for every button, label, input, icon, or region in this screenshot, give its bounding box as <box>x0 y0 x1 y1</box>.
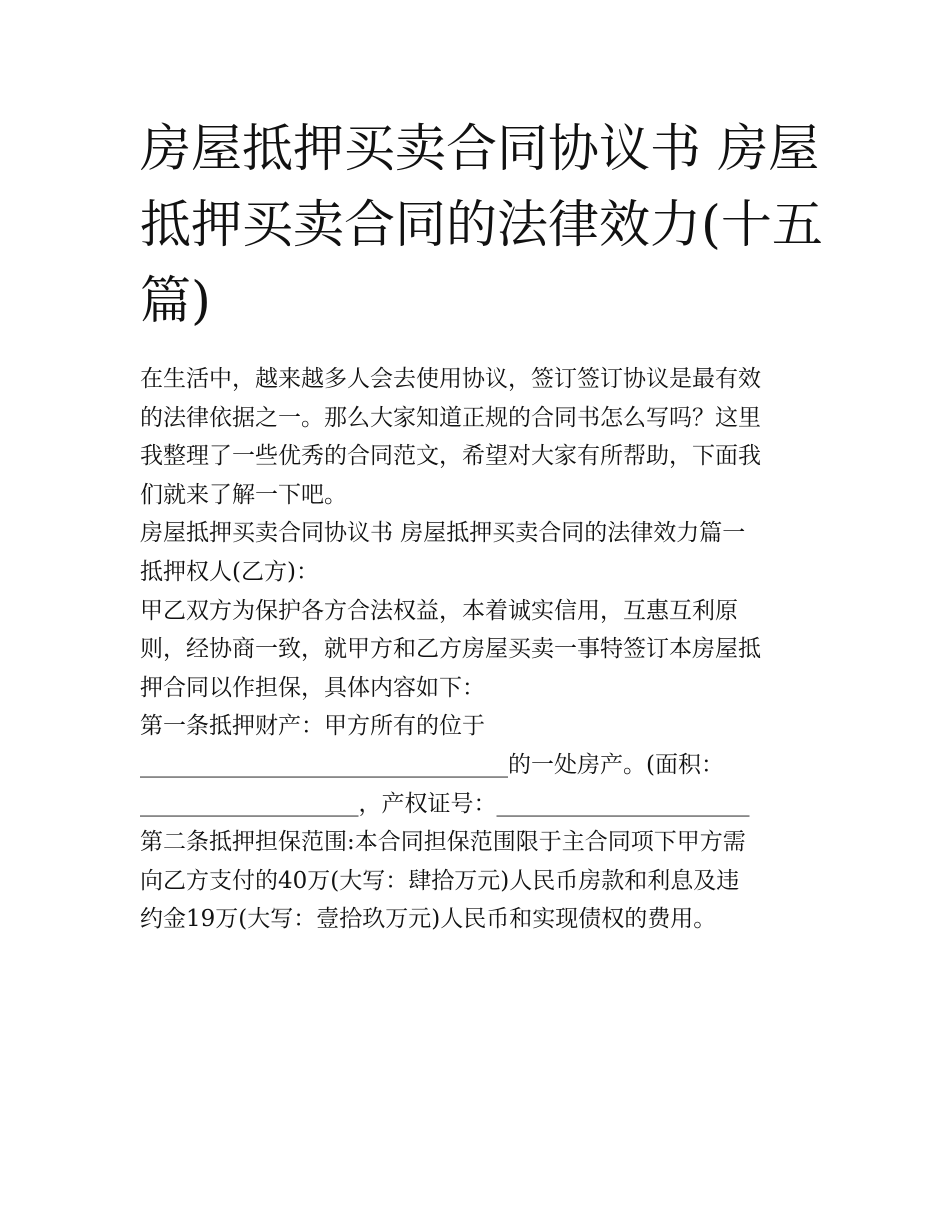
fill-in-blank-line: ___________________，产权证号：______________________ <box>140 790 750 817</box>
body-line: 押合同以作担保，具体内容如下： <box>140 674 485 701</box>
body-line: 们就来了解一下吧。 <box>140 481 347 508</box>
body-line: 甲乙双方为保护各方合法权益，本着诚实信用，互惠互利原 <box>140 597 738 624</box>
body-line: 的法律依据之一。那么大家知道正规的合同书怎么写吗？这里 <box>140 404 761 431</box>
body-line: 则，经协商一致，就甲方和乙方房屋买卖一事特签订本房屋抵 <box>140 636 761 663</box>
title-line: 抵押买卖合同的法律效力(十五 <box>140 196 823 255</box>
document-body <box>140 360 820 939</box>
section-heading-line: 房屋抵押买卖合同协议书 房屋抵押买卖合同的法律效力篇一 <box>140 520 746 547</box>
body-line: 第一条抵押财产：甲方所有的位于 <box>140 713 485 740</box>
body-line: 约金19万(大写：壹拾玖万元)人民币和实现债权的费用。 <box>140 906 717 933</box>
body-line: 抵押权人(乙方)： <box>140 558 319 585</box>
body-line: 向乙方支付的40万(大写：肆拾万元)人民币房款和利息及违 <box>140 867 740 894</box>
document-title <box>140 112 823 340</box>
body-line: 第二条抵押担保范围:本合同担保范围限于主合同项下甲方需 <box>140 829 746 856</box>
body-line: 我整理了一些优秀的合同范文，希望对大家有所帮助，下面我 <box>140 443 761 470</box>
title-line: 篇) <box>140 272 211 331</box>
title-line: 房屋抵押买卖合同协议书 房屋 <box>140 120 820 179</box>
body-line: 在生活中，越来越多人会去使用协议，签订签订协议是最有效 <box>140 366 761 392</box>
fill-in-blank-line: ________________________________的一处房产。(面积： <box>140 751 724 778</box>
